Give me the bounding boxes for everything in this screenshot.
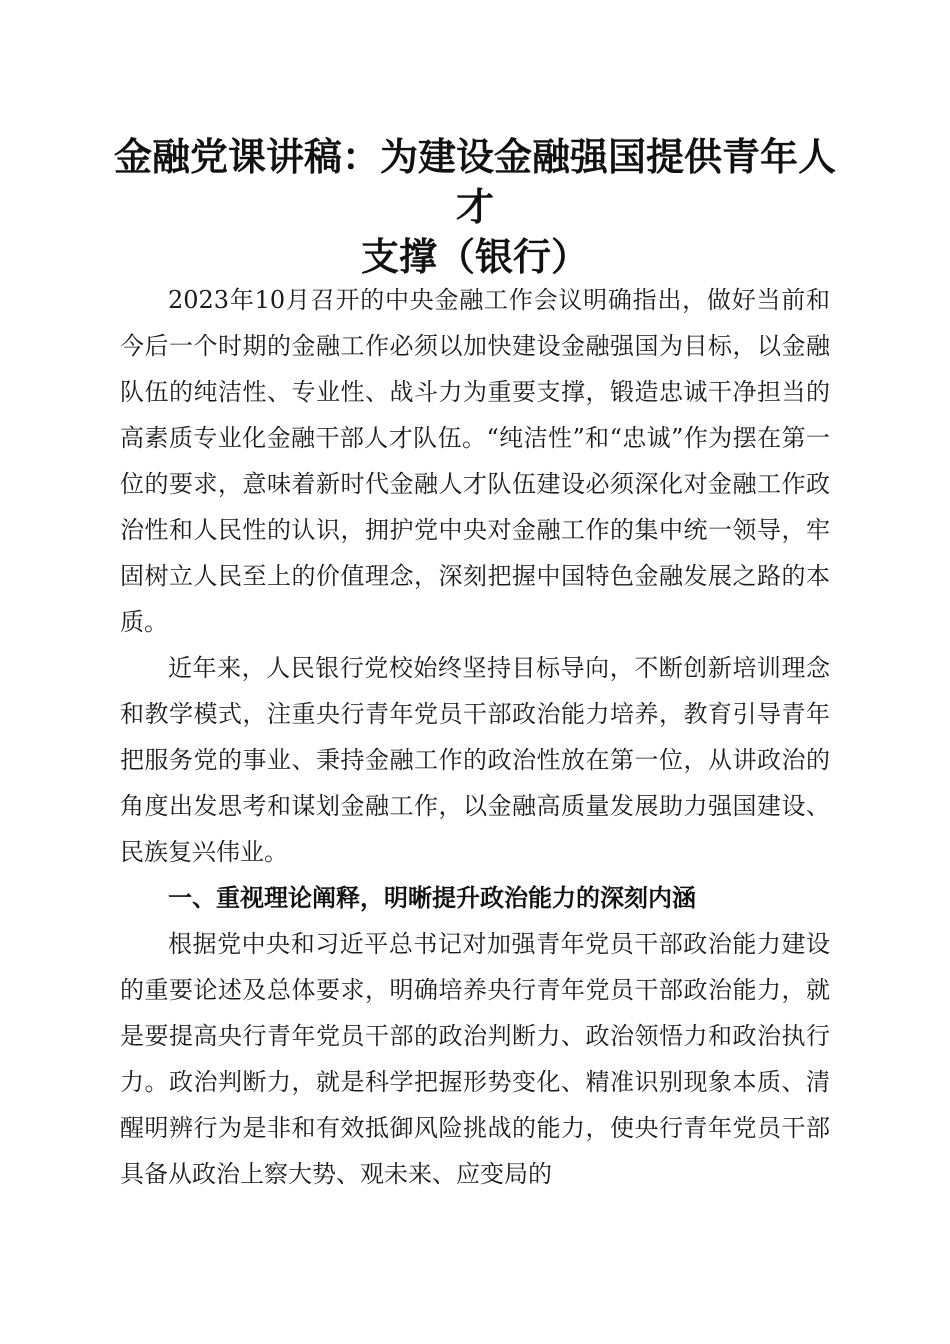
- document-body: [120, 277, 830, 1197]
- title-line-1: 金融党课讲稿：为建设金融强国提供青年人才: [113, 134, 836, 229]
- paragraph-3: 根据党中央和习近平总书记对加强青年党员干部政治能力建设的重要论述及总体要求，明确培养央行青年党员干部政治能力，就是要提高央行青年党员干部的政治判断力、政治领悟力和政治执行力。政治判断力，就是科学把握形势变化、精准识别现象本质、清醒明辨行为是非和有效抵御风险挑战的能力，使央行青年党员干部具备从政治上察大势、观未来、应变局的: [120, 930, 830, 1188]
- paragraph-1: 2023年10月召开的中央金融工作会议明确指出，做好当前和今后一个时期的金融工作必须以加快建设金融强国为目标，以金融队伍的纯洁性、专业性、战斗力为重要支撑，锻造忠诚干净担当的高素质专业化金融干部人才队伍。“纯洁性”和“忠诚”作为摆在第一位的要求，意味着新时代金融人才队伍建设必须深化对金融工作政治性和人民性的认识，拥护党中央对金融工作的集中统一领导，牢固树立人民至上的价值理念，深刻把握中国特色金融发展之路的本质。: [120, 286, 830, 636]
- paragraph-2: 近年来，人民银行党校始终坚持目标导向，不断创新培训理念和教学模式，注重央行青年党员干部政治能力培养，教育引导青年把服务党的事业、秉持金融工作的政治性放在第一位，从讲政治的角度出发思考和谋划金融工作，以金融高质量发展助力强国建设、民族复兴伟业。: [120, 654, 830, 866]
- section-heading-1: 一、重视理论阐释，明晰提升政治能力的深刻内涵: [168, 884, 696, 912]
- title-line-2: 支撑（银行）: [360, 234, 589, 279]
- document-title: [100, 132, 850, 282]
